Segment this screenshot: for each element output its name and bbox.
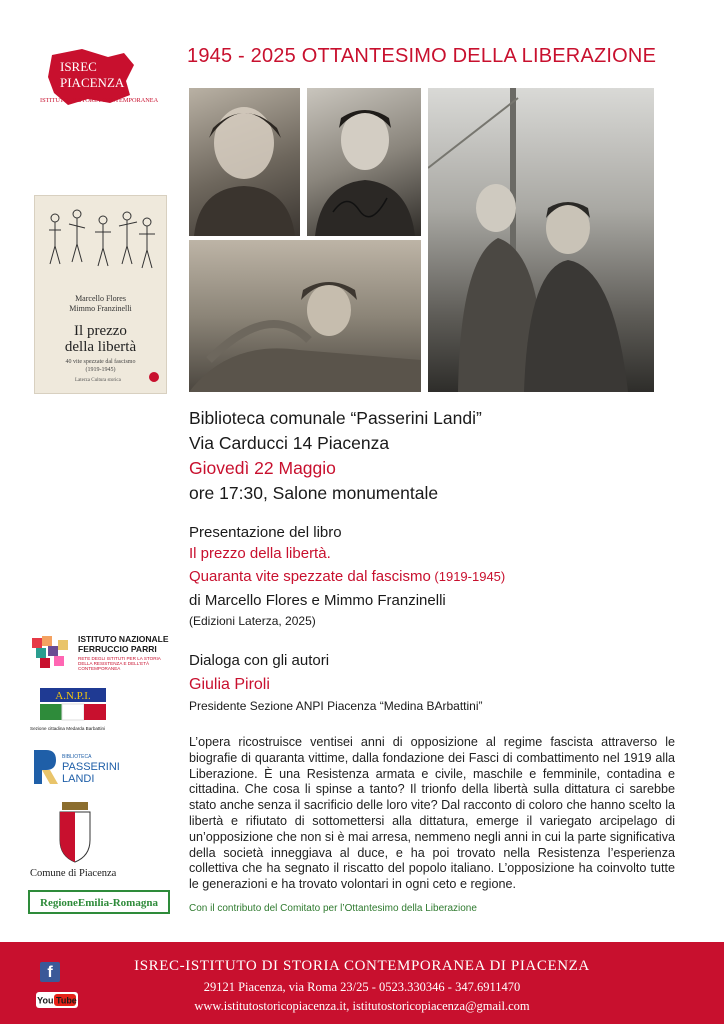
event-date: Giovedì 22 Maggio bbox=[189, 458, 336, 478]
isrec-logo-tagline: ISTITUTO DI STORIA CONTEMPORANEA bbox=[40, 97, 158, 104]
book-cover-publisher: Laterza Cultura storica bbox=[75, 378, 121, 383]
parri-line4: DELLA RESISTENZA E DELL'ETÀ bbox=[78, 661, 150, 666]
book-intro: Presentazione del libro bbox=[189, 524, 342, 541]
parri-line2: FERRUCCIO PARRI bbox=[78, 644, 157, 654]
dialogue-intro: Dialoga con gli autori bbox=[189, 652, 330, 669]
couple-on-ship-photo bbox=[428, 88, 654, 392]
passerini-line1: PASSERINI bbox=[62, 761, 120, 773]
passerini-small: BIBLIOTECA bbox=[62, 754, 92, 760]
passerini-line2: LANDI bbox=[62, 773, 95, 785]
book-description: L’opera ricostruisce ventisei anni di opposizione al regime fascista attraverso le biografie di quaranta vittime, dalla fondazione dei Fasci di combattimento nel 1919 alla Liberazione. È una Resistenza armata e civile, maschile e femminile, contadina e cittadina. Che cosa li spinse a tanto? Il trionfo della libertà sulla dittatura ci sarebbe stato anche senza il sacrificio delle loro vite? Dal racconto di coloro che hanno scelto la libertà e rifiutato di sottomettersi alla dittatura, emerge il variegato arcipelago di un’opposizione che non si è mai arresa, nemmeno negli anni in cui la parte significativa della società inneggiava al duce, e ha poi trovato nella Resistenza l’esperienza collettiva che ha segnato il riscatto del popolo italiano. L’opposizione ha coinvolto tutte le generazioni e ha trovato volontari in ogni ceto e regione. bbox=[189, 735, 675, 892]
book-cover-subtitle-2: (1919-1945) bbox=[85, 367, 116, 373]
anpi-name: A.N.P.I. bbox=[55, 690, 91, 702]
footer-address: 29121 Piacenza, via Roma 23/25 - 0523.330346 - 347.6911470 bbox=[203, 980, 521, 994]
portrait-man-signed-photo bbox=[307, 88, 421, 236]
isrec-logo bbox=[38, 47, 158, 113]
parri-institute-logo bbox=[30, 632, 178, 676]
book-title-main: Quaranta vite spezzate dal fascismo bbox=[189, 568, 431, 585]
parri-line3: RETE DEGLI ISTITUTI PER LA STORIA bbox=[78, 656, 161, 661]
event-address: Via Carducci 14 Piacenza bbox=[189, 433, 390, 453]
anpi-section: Sezione cittadina Medarda Barbattini bbox=[30, 726, 106, 731]
book-cover bbox=[34, 195, 167, 394]
book-title-line2 bbox=[189, 568, 505, 585]
event-venue: Biblioteca comunale “Passerini Landi” bbox=[189, 408, 482, 428]
speaker-role: Presidente Sezione ANPI Piacenza “Medina BArbattini” bbox=[189, 699, 483, 713]
comune-piacenza-logo bbox=[28, 800, 138, 880]
footer-web: www.istitutostoricopiacenza.it, istitutostoricopiacenza@gmail.com bbox=[194, 999, 530, 1013]
book-cover-title-2: della libertà bbox=[64, 339, 137, 355]
passerini-landi-logo bbox=[30, 746, 130, 788]
book-cover-title-1: Il prezzo bbox=[74, 323, 127, 339]
book-cover-author-1: Marcello Flores bbox=[75, 294, 126, 303]
youtube-icon[interactable] bbox=[36, 992, 78, 1008]
book-years: (1919-1945) bbox=[430, 569, 506, 584]
book-title-line1: Il prezzo della libertà. bbox=[189, 545, 331, 562]
book-authors: di Marcello Flores e Mimmo Franzinelli bbox=[189, 592, 446, 609]
book-cover-illustration bbox=[41, 202, 160, 280]
regione-name: RegioneEmilia-Romagna bbox=[40, 897, 158, 909]
anpi-logo bbox=[30, 686, 120, 734]
footer-title: ISREC-ISTITUTO DI STORIA CONTEMPORANEA DI PIACENZA bbox=[134, 958, 590, 974]
parri-line1: ISTITUTO NAZIONALE bbox=[78, 634, 169, 644]
portrait-woman-photo bbox=[189, 88, 300, 236]
event-time: ore 17:30, Salone monumentale bbox=[189, 483, 439, 503]
isrec-logo-line2: PIACENZA bbox=[60, 75, 125, 90]
comune-name: Comune di Piacenza bbox=[30, 868, 117, 879]
facebook-icon[interactable]: f bbox=[40, 962, 60, 982]
parri-line5: CONTEMPORANEA bbox=[78, 666, 121, 671]
speaker-name: Giulia Piroli bbox=[189, 676, 270, 693]
book-cover-author-2: Mimmo Franzinelli bbox=[69, 304, 132, 313]
page-title: 1945 - 2025 OTTANTESIMO DELLA LIBERAZIONE bbox=[187, 45, 657, 67]
pilot-cockpit-photo bbox=[189, 240, 421, 392]
youtube-label: You Tube bbox=[37, 995, 77, 1006]
publisher-seal-icon bbox=[149, 372, 159, 382]
book-cover-subtitle bbox=[35, 358, 166, 374]
regione-emilia-romagna-logo bbox=[28, 890, 170, 914]
isrec-logo-line1: ISREC bbox=[60, 59, 97, 74]
book-edition: (Edizioni Laterza, 2025) bbox=[189, 614, 316, 628]
credit-line: Con il contributo del Comitato per l’Ottantesimo della Liberazione bbox=[189, 903, 477, 914]
book-cover-subtitle-1: 40 vite spezzate dal fascismo bbox=[65, 359, 136, 365]
book-cover-title bbox=[35, 323, 166, 355]
